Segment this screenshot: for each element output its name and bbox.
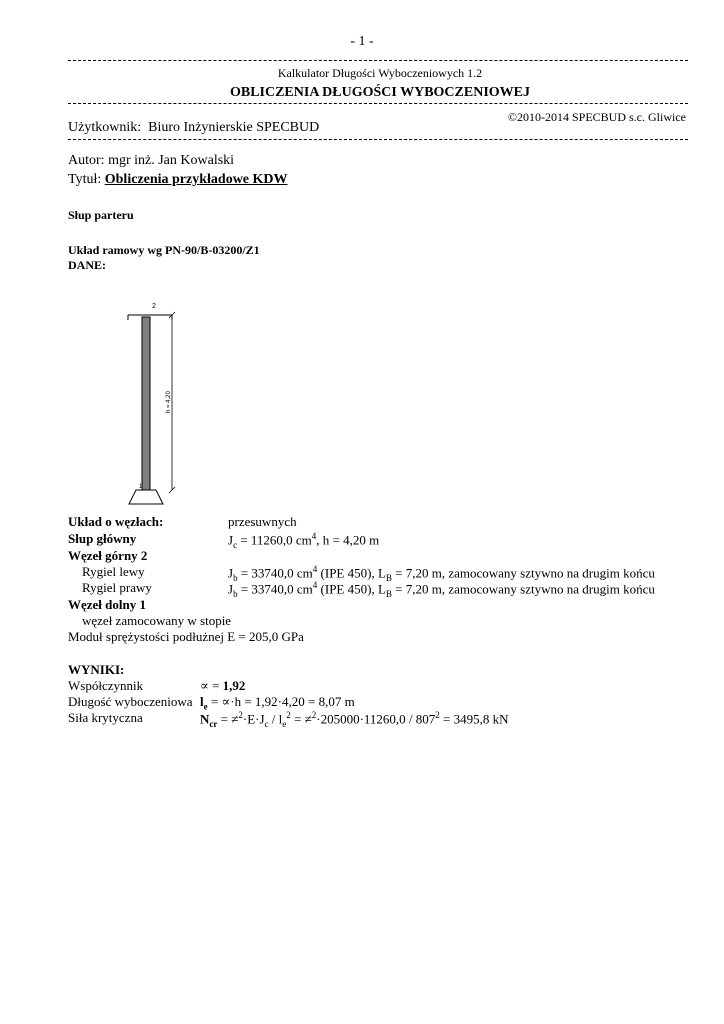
- separator-line: [68, 60, 688, 61]
- column: [142, 317, 150, 490]
- top-node-heading: Węzeł górny 2: [68, 548, 148, 563]
- bottom-node-desc: węzeł zamocowany w stopie: [82, 613, 232, 628]
- user-value: Biuro Inżynierskie SPECBUD: [148, 120, 320, 135]
- author-line: [68, 153, 234, 169]
- height-label: h = 4,20: [166, 391, 172, 413]
- bottom-node-heading: Węzeł dolny 1: [68, 597, 146, 612]
- force-label: Siła krytyczna: [68, 710, 143, 725]
- coef-label: Współczynnik: [68, 678, 144, 693]
- copyright: ©2010-2014 SPECBUD s.c. Gliwice: [507, 110, 686, 124]
- author-label: Autor:: [68, 153, 105, 168]
- program-name: Kalkulator Długości Wyboczeniowych 1.2: [277, 66, 483, 80]
- left-beam-label: Rygiel lewy: [82, 564, 145, 579]
- foundation: [129, 490, 163, 504]
- left-beam-value: $J_b = 33740,0$ $cm^4$ (IPE 450), $L_B = 7,20$ m, zamocowany sztywno na drugim końcu: [228, 564, 655, 583]
- force-value: $N_{cr} = \ne^2\cdot E\cdot J_c / l_e^2 = \ne^2\cdot 205000\cdot 11260,0 / 807^2 = 3495,8$ kN: [200, 710, 509, 729]
- column-label: Słup główny: [68, 531, 137, 546]
- column-value: $J_c = 11260,0$ $cm^4$, h = 4,20 m: [228, 531, 380, 550]
- document-heading: OBLICZENIA DŁUGOŚCI WYBOCZENIOWEJ: [229, 85, 531, 100]
- column-diagram: [120, 298, 190, 508]
- length-label: Długość wyboczeniowa: [68, 694, 193, 709]
- user-line: [68, 120, 319, 136]
- title-line: [68, 172, 288, 188]
- dane-heading: DANE:: [68, 258, 106, 272]
- page-number: - 1 -: [350, 34, 374, 49]
- coef-value: ∝ = 1,92: [200, 678, 246, 693]
- nodes-label: Układ o węzłach:: [68, 514, 164, 529]
- frame-standard: Układ ramowy wg PN-90/B-03200/Z1: [68, 243, 260, 257]
- separator-line: [68, 103, 688, 104]
- modulus: Moduł sprężystości podłużnej E = 205,0 GPa: [68, 629, 304, 644]
- right-beam-label: Rygiel prawy: [82, 580, 152, 595]
- title-value: Obliczenia przykładowe KDW: [104, 172, 288, 187]
- section-title: Słup parteru: [68, 208, 134, 222]
- right-beam-value: $J_b = 33740,0$ $cm^4$ (IPE 450), $L_B = 7,20$ m, zamocowany sztywno na drugim końcu: [228, 580, 655, 599]
- author-value: mgr inż. Jan Kowalski: [108, 153, 235, 168]
- separator-line: [68, 139, 688, 140]
- node-bottom-label: 1: [139, 484, 143, 490]
- results-heading: WYNIKI:: [68, 662, 125, 677]
- user-label: Użytkownik:: [68, 120, 142, 135]
- nodes-value: przesuwnych: [228, 514, 297, 529]
- length-value: $l_e = \propto\cdot h = 1,92\cdot 4,20 = 8,07$ m: [200, 694, 355, 712]
- title-label: Tytuł:: [68, 172, 102, 187]
- node-top-label: 2: [152, 303, 156, 310]
